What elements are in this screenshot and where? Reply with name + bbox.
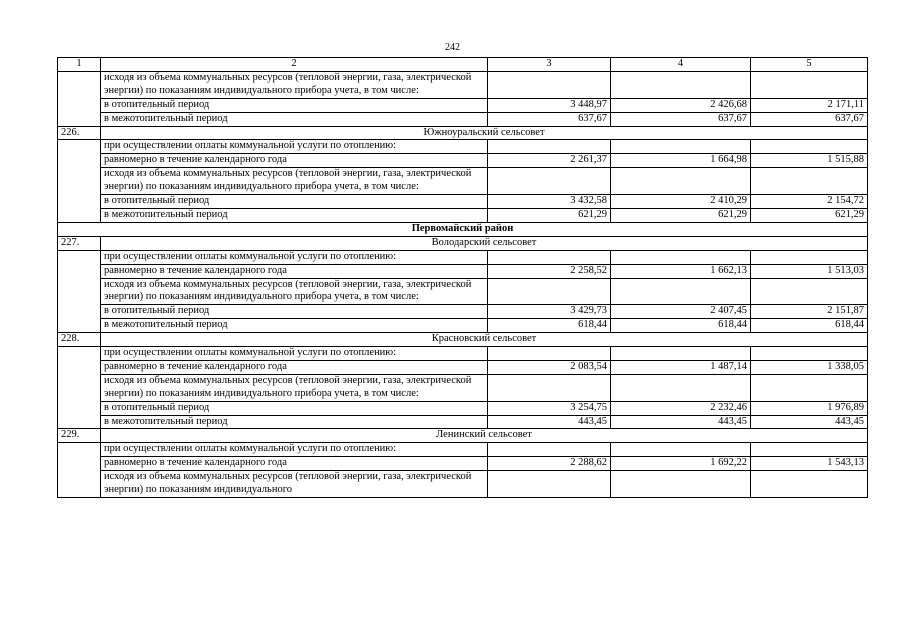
table-row — [58, 457, 868, 471]
table-row — [58, 360, 868, 374]
description-cell: равномерно в течение календарного года — [101, 360, 488, 374]
value-cell: 637,67 — [611, 112, 751, 126]
row-number: 226. — [58, 126, 101, 140]
description-cell: равномерно в течение календарного года — [101, 154, 488, 168]
district-row — [58, 222, 868, 236]
index-cell — [58, 71, 101, 126]
value-cell: 1 692,22 — [611, 457, 751, 471]
header-cell: 1 — [58, 58, 101, 72]
table-row — [58, 154, 868, 168]
description-cell: в отопительный период — [101, 305, 488, 319]
value-cell: 443,45 — [611, 415, 751, 429]
table-row — [58, 347, 868, 361]
settlement-row — [58, 429, 868, 443]
district-name: Первомайский район — [58, 222, 868, 236]
settlement-name: Красновский сельсовет — [101, 333, 868, 347]
description-cell: в межотопительный период — [101, 208, 488, 222]
value-cell: 3 448,97 — [488, 98, 611, 112]
table-row — [58, 112, 868, 126]
table-row — [58, 140, 868, 154]
value-cell: 443,45 — [751, 415, 868, 429]
description-cell: в отопительный период — [101, 98, 488, 112]
value-cell: 1 543,13 — [751, 457, 868, 471]
description-cell: исходя из объема коммунальных ресурсов (тепловой энергии, газа, электрической энергии) по показаниям индивидуального прибора учета, в том числе: — [101, 168, 488, 195]
value-cell: 2 154,72 — [751, 195, 868, 209]
row-number: 228. — [58, 333, 101, 347]
value-cell: 1 338,05 — [751, 360, 868, 374]
value-cell: 2 426,68 — [611, 98, 751, 112]
description-cell: исходя из объема коммунальных ресурсов (тепловой энергии, газа, электрической энергии) по показаниям индивидуального прибора учета, в том числе: — [101, 71, 488, 98]
value-cell: 637,67 — [488, 112, 611, 126]
settlement-name: Володарский сельсовет — [101, 236, 868, 250]
table-row — [58, 415, 868, 429]
header-cell: 2 — [101, 58, 488, 72]
description-cell: исходя из объема коммунальных ресурсов (тепловой энергии, газа, электрической энергии) по показаниям индивидуального прибора учета, в том числе: — [101, 374, 488, 401]
value-cell: 3 429,73 — [488, 305, 611, 319]
value-cell: 618,44 — [611, 319, 751, 333]
description-cell: в отопительный период — [101, 195, 488, 209]
row-number: 229. — [58, 429, 101, 443]
table-row — [58, 471, 868, 498]
description-cell: в межотопительный период — [101, 112, 488, 126]
table-row — [58, 443, 868, 457]
value-cell: 1 664,98 — [611, 154, 751, 168]
value-cell: 3 432,58 — [488, 195, 611, 209]
description-cell: исходя из объема коммунальных ресурсов (тепловой энергии, газа, электрической энергии) по показаниям индивидуального прибора учета, в том числе: — [101, 278, 488, 305]
value-cell: 2 410,29 — [611, 195, 751, 209]
table-row — [58, 168, 868, 195]
table-row — [58, 71, 868, 98]
header-row — [58, 58, 868, 72]
value-cell: 1 487,14 — [611, 360, 751, 374]
description-cell: при осуществлении оплаты коммунальной услуги по отоплению: — [101, 443, 488, 457]
description-cell: равномерно в течение календарного года — [101, 264, 488, 278]
table-row — [58, 305, 868, 319]
settlement-row — [58, 333, 868, 347]
description-cell: при осуществлении оплаты коммунальной услуги по отоплению: — [101, 347, 488, 361]
value-cell: 2 151,87 — [751, 305, 868, 319]
description-cell: при осуществлении оплаты коммунальной услуги по отоплению: — [101, 140, 488, 154]
table-row — [58, 208, 868, 222]
description-cell: в межотопительный период — [101, 319, 488, 333]
value-cell: 621,29 — [751, 208, 868, 222]
value-cell: 2 261,37 — [488, 154, 611, 168]
value-cell: 1 513,03 — [751, 264, 868, 278]
table-row — [58, 195, 868, 209]
settlement-name: Южноуральский сельсовет — [101, 126, 868, 140]
table-row — [58, 401, 868, 415]
description-cell: в отопительный период — [101, 401, 488, 415]
value-cell: 1 662,13 — [611, 264, 751, 278]
description-cell: при осуществлении оплаты коммунальной услуги по отоплению: — [101, 250, 488, 264]
value-cell: 2 258,52 — [488, 264, 611, 278]
value-cell: 2 232,46 — [611, 401, 751, 415]
description-cell: равномерно в течение календарного года — [101, 457, 488, 471]
table-row — [58, 319, 868, 333]
value-cell: 3 254,75 — [488, 401, 611, 415]
value-cell: 2 288,62 — [488, 457, 611, 471]
header-cell: 5 — [751, 58, 868, 72]
row-number: 227. — [58, 236, 101, 250]
header-cell: 4 — [611, 58, 751, 72]
header-cell: 3 — [488, 58, 611, 72]
value-cell: 621,29 — [488, 208, 611, 222]
description-cell: в межотопительный период — [101, 415, 488, 429]
value-cell: 618,44 — [751, 319, 868, 333]
settlement-row — [58, 236, 868, 250]
table-row — [58, 278, 868, 305]
settlement-row — [58, 126, 868, 140]
value-cell: 2 171,11 — [751, 98, 868, 112]
table-row — [58, 264, 868, 278]
table-row — [58, 98, 868, 112]
value-cell: 1 515,88 — [751, 154, 868, 168]
value-cell: 443,45 — [488, 415, 611, 429]
value-cell: 2 407,45 — [611, 305, 751, 319]
value-cell: 621,29 — [611, 208, 751, 222]
value-cell: 637,67 — [751, 112, 868, 126]
value-cell: 618,44 — [488, 319, 611, 333]
table-row — [58, 250, 868, 264]
description-cell: исходя из объема коммунальных ресурсов (тепловой энергии, газа, электрической энергии) по показаниям индивидуального — [101, 471, 488, 498]
page-number: 242 — [445, 42, 460, 53]
table-row — [58, 374, 868, 401]
value-cell: 1 976,89 — [751, 401, 868, 415]
value-cell: 2 083,54 — [488, 360, 611, 374]
settlement-name: Ленинский сельсовет — [101, 429, 868, 443]
tariff-table — [57, 57, 868, 498]
